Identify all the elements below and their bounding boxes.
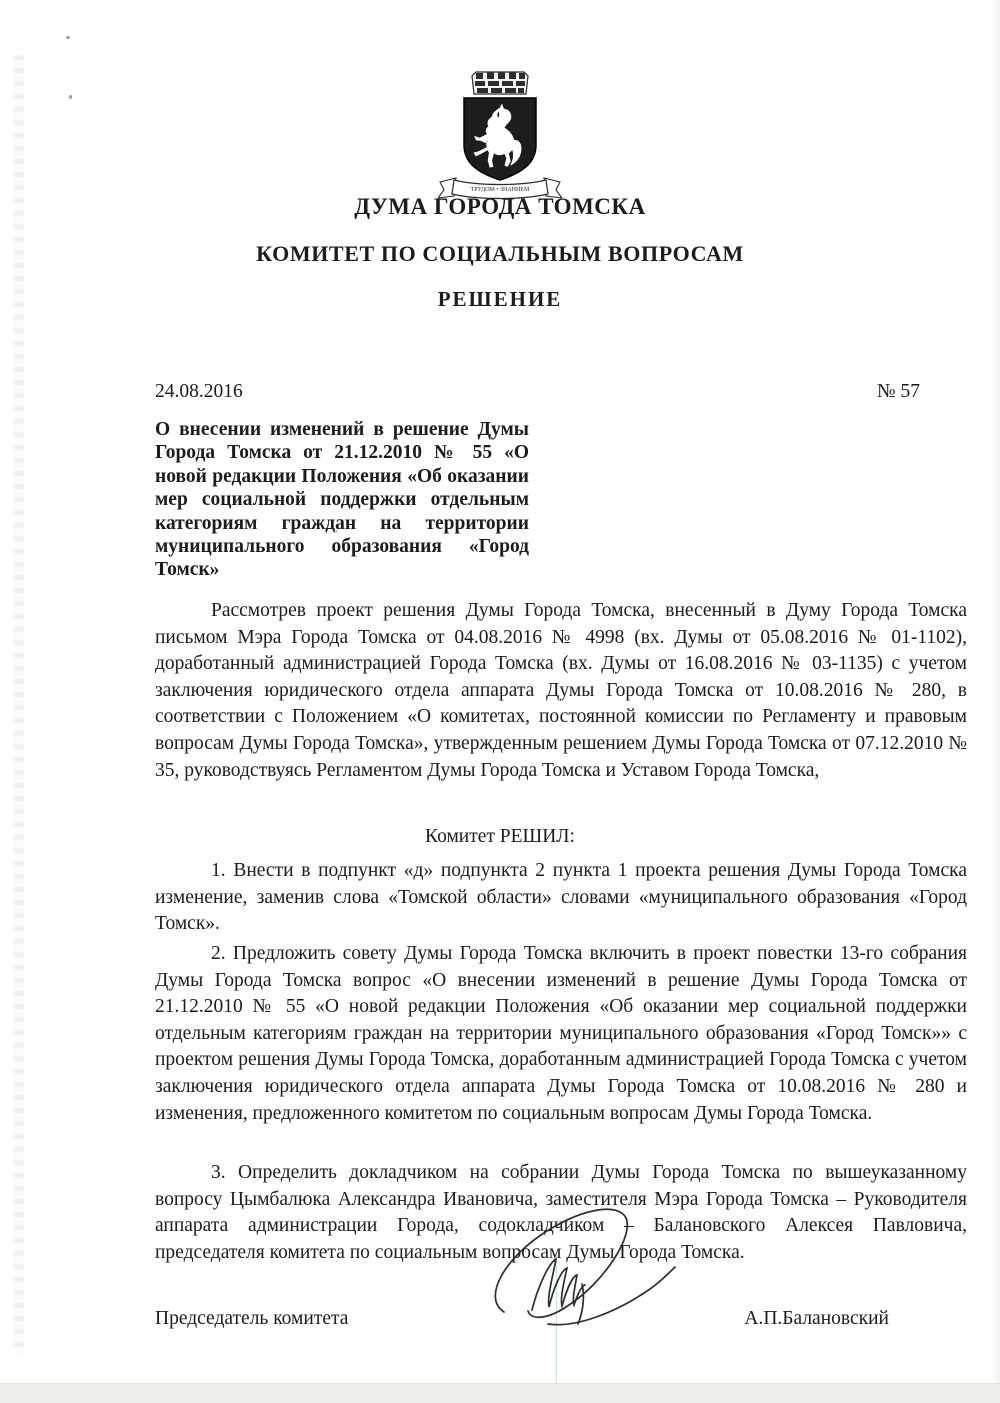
ribbon-motto-text: ТРУДОМ • ЗНАНИЕМ xyxy=(470,187,530,193)
organization-title: ДУМА ГОРОДА ТОМСКА xyxy=(354,194,646,219)
signature-row xyxy=(155,1308,889,1330)
resolution-item-2: 2. Предложить совету Думы Города Томска включить в проект повестки 13-го собрания Думы Города Томска вопрос «О внесении изменений в решение Думы Города Томска от 21.12.2010 № 55 «О новой редакции Положения «Об оказании мер социальной поддержки отдельным категориям граждан на территории муниципального образования «Город Томск»» с проектом решения Думы Города Томска, доработанным администрацией Города Томска с учетом заключения юридического отдела аппарата Думы Города Томска от 10.08.2016 № 280 и изменения, предложенного комитетом по социальным вопросам Думы Города Томска. xyxy=(155,943,967,1124)
resolution-item-3: 3. Определить докладчиком на собрании Думы Города Томска по вышеуказанному вопросу Цымбалюка Александра Ивановича, заместителя Мэра Города Томска – Руководителя аппарата администрации Города, содокладчиком – Балановского Алексея Павловича, председателя комитета по социальным вопросам Думы Города Томска. xyxy=(155,1162,967,1263)
resolution-item-1: 1. Внести в подпункт «д» подпункта 2 пункта 1 проекта решения Думы Города Томска изменение, заменив слова «Томской области» словами «муниципального образования «Город Томск». xyxy=(155,860,967,935)
coat-of-arms-graphic xyxy=(438,66,562,200)
document-type-title: РЕШЕНИЕ xyxy=(437,287,563,311)
committee-title: КОМИТЕТ ПО СОЦИАЛЬНЫМ ВОПРОСАМ xyxy=(256,241,744,266)
document-subject: О внесении изменений в решение Думы Города Томска от 21.12.2010 № 55 «О новой редакции Положения «Об оказании мер социальной поддержки отдельным категориям граждан на территории муниципального образования «Город Томск» xyxy=(155,419,529,581)
scan-speck xyxy=(66,36,70,39)
signer-position: Председатель комитета xyxy=(155,1308,349,1329)
signer-name: А.П.Балановский xyxy=(744,1308,889,1329)
preamble-paragraph: Рассмотрев проект решения Думы Города Томска, внесенный в Думу Города Томска письмом Мэра Города Томска от 04.08.2016 № 4998 (вх. Думы от 05.08.2016 № 01-1102), доработанный администрацией Города Томска (вх. Думы от 16.08.2016 № 03-1135) с учетом заключения юридического отдела аппарата Думы Города Томска от 10.08.2016 № 280, в соответствии с Положением «О комитетах, постоянной комиссии по Регламенту и правовым вопросам Думы Города Томска», утвержденным решением Думы Города Томска от 07.12.2010 № 35, руководствуясь Регламентом Думы Города Томска и Уставом Города Томска, xyxy=(155,600,967,781)
resolution-heading: Комитет РЕШИЛ: xyxy=(425,826,575,847)
scan-bottom-shadow xyxy=(0,1383,1000,1403)
handwritten-signature xyxy=(452,1200,712,1358)
meta-row xyxy=(155,381,920,403)
tomsk-coat-of-arms xyxy=(0,66,1000,200)
document-number: № 57 xyxy=(877,381,920,402)
document-date: 24.08.2016 xyxy=(155,381,243,402)
mural-crown-icon xyxy=(472,72,528,94)
